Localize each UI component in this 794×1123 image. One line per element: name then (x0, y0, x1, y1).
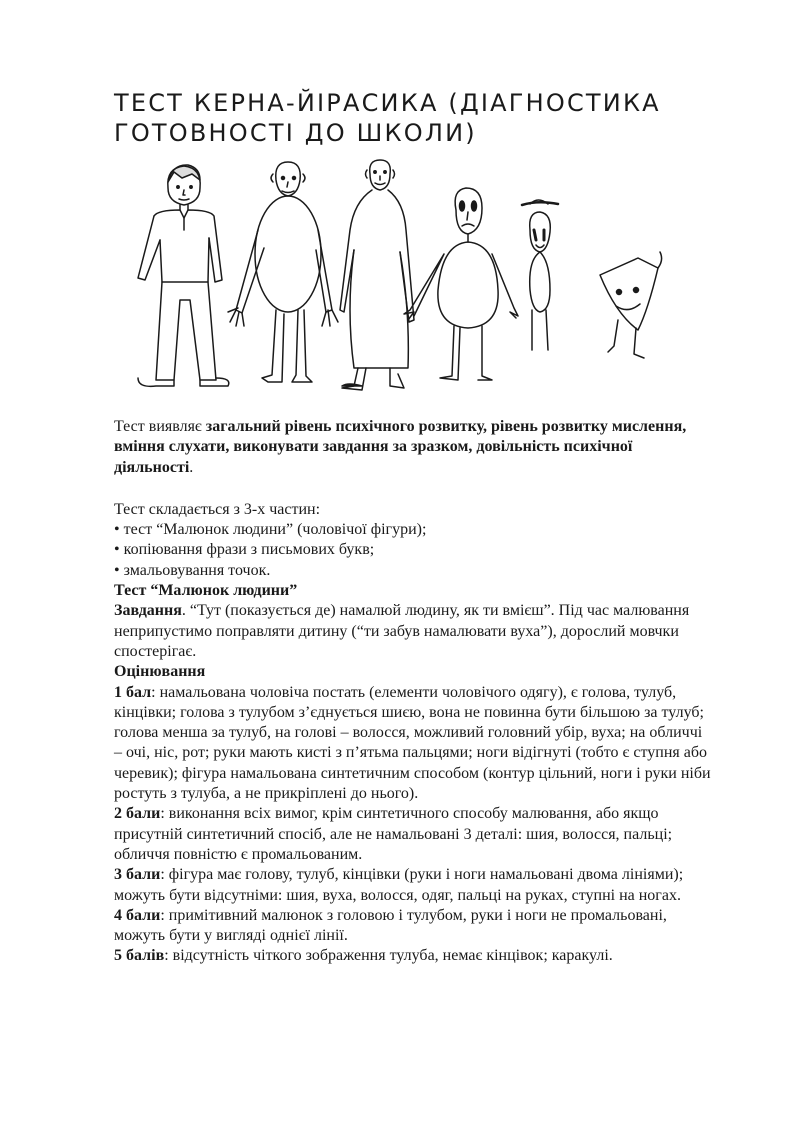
page-title (114, 88, 754, 148)
parts-item-3: • змальовування точок. (114, 561, 271, 579)
score-item-5 (114, 946, 714, 966)
page-title-line-2: ГОТОВНОСТІ ДО ШКОЛИ) (114, 119, 477, 148)
parts-item-1: • тест “Малюнок людини” (чоловічої фігури); (114, 521, 427, 539)
task-label: Завдання (114, 602, 182, 620)
drawing-figure-2 (228, 162, 338, 382)
score-item-3 (114, 865, 714, 906)
score-label: 3 бали (114, 866, 161, 884)
intro-prefix: Тест виявляє (114, 418, 206, 435)
score-text: : фігура має голову, тулуб, кінцівки (руки і ноги намальовані двома лініями); можуть бути відсутніми: шия, вуха, волосся, одяг, пальці на руках, ступні на ногах. (114, 866, 684, 904)
parts-heading: Тест складається з 3-х частин: (114, 500, 321, 518)
score-text: : намальована чоловіча постать (елементи чоловічого одягу), є голова, тулуб, кінцівки; голова з тулубом з’єднується шиєю, вона не повинна бути більшою за тулуб; голова менша за тулуб, на голові – волосся, можливий головний убір, вуха; на обличчі – очі, ніс, рот; руки мають кисті з п’ятьма пальцями; ноги відігнуті (тобто є ступня або черевик); фігура намальована синтетичним способом (контур цільний, ноги і руки ніби ростуть з тулуба, а не прикріплені до нього). (114, 683, 711, 803)
score-text: : примітивний малюнок з головою і тулубом, руки і ноги не промальовані, можуть бути у вигляді однієї лінії. (114, 906, 667, 945)
task-paragraph (114, 601, 714, 662)
score-label: 2 бали (114, 805, 161, 823)
subtest-title (114, 581, 714, 601)
score-item-4 (114, 906, 714, 947)
score-item-1 (114, 683, 714, 805)
task-text: . “Тут (показується де) намалюй людину, як ти вмієш”. Під час малювання неприпустимо поправляти дитину (“ти забув намалювати вуха”), дорослий мовчки спостерігає. (114, 602, 690, 660)
document-body (114, 417, 714, 967)
score-label: 5 балів (114, 947, 165, 965)
score-item-2 (114, 804, 714, 865)
score-text: : відсутність чіткого зображення тулуба, немає кінцівок; каракулі. (164, 947, 613, 965)
drawing-figure-1 (138, 165, 229, 386)
subtest-title-text: Тест “Малюнок людини” (114, 582, 298, 600)
intro-suffix: . (189, 458, 194, 476)
drawing-figure-5 (522, 200, 558, 350)
drawing-figure-6 (600, 252, 662, 358)
scoring-heading-text: Оцінювання (114, 663, 206, 681)
intro-paragraph (114, 417, 714, 478)
score-label: 1 бал (114, 683, 152, 701)
children-drawings-illustration (118, 150, 678, 400)
parts-item-2: • копіювання фрази з письмових букв; (114, 541, 375, 559)
score-label: 4 бали (114, 906, 161, 924)
intro-emphasis: загальний рівень психічного розвитку, рівень розвитку мислення, вміння слухати, виконувати завдання за зразком, довільність психічної діяльності (114, 418, 687, 476)
drawing-figure-3 (340, 160, 414, 390)
scoring-heading (114, 662, 714, 682)
score-text: : виконання всіх вимог, крім синтетичного способу малювання, або якщо присутній синтетичний спосіб, але не намальовані 3 деталі: шия, волосся, пальці; обличчя повністю є промальованим. (114, 805, 673, 863)
page-title-line-1: ТЕСТ КЕРНА-ЙІРАСИКА (ДІАГНОСТИКА (114, 89, 661, 118)
drawing-figure-4 (404, 188, 518, 380)
